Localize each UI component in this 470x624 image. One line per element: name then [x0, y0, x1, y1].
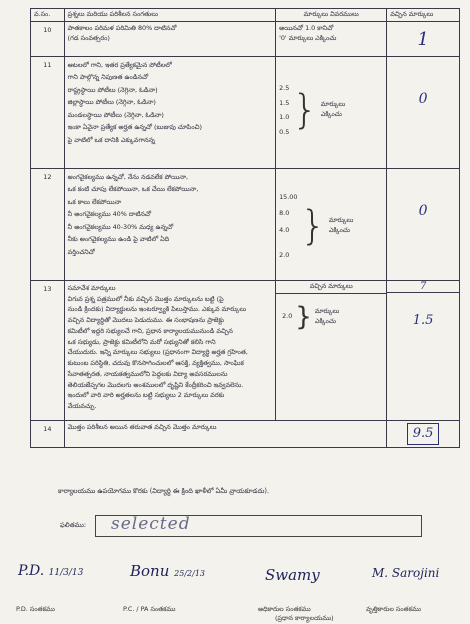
- table-header-row: [31, 9, 460, 22]
- awarded-mark: 0: [387, 168, 460, 280]
- brace-icon: }: [300, 203, 326, 250]
- header-marks-detail: మార్కులు వివరములు: [276, 9, 387, 22]
- row-criteria: మొత్తం పరిశీలన అయిన తరువాత వచ్చిన మొత్తం మార్కులు: [64, 420, 387, 447]
- table-row: [31, 168, 460, 280]
- result-label: ఫలితము:: [60, 521, 87, 529]
- signature-caption-member: వృత్తికారుల సంతకము: [366, 605, 421, 613]
- table-row: [31, 21, 460, 56]
- row-detail: అయినచో 1.0 కానిచో '0' మార్కులు ఎక్కించు: [276, 21, 387, 56]
- table-row: [31, 56, 460, 168]
- table-row: [31, 280, 460, 420]
- signature-caption-officer-2: (ప్రధాన కార్యాలయము): [275, 614, 334, 622]
- header-criteria: ప్రశ్నలు మరియు పరిశీలన సంగతులు: [64, 9, 275, 22]
- brace-icon: }: [295, 301, 312, 332]
- marks-table: [30, 8, 460, 448]
- signature-member: M. Sarojini: [372, 566, 440, 580]
- row-detail: వచ్చిన మార్కులు 2.0 } మార్కులు ఎక్కించు: [276, 280, 387, 420]
- table-row: [31, 420, 460, 447]
- criteria-title: సమావేశ మార్కులు: [67, 283, 116, 292]
- row-number: 10: [31, 21, 65, 56]
- header-awarded: వచ్చిన మార్కులు: [387, 9, 460, 22]
- row-detail: 2.5 1.5 1.0 0.5 } మార్కులు ఎక్కించు: [276, 56, 387, 168]
- row-number: 13: [31, 280, 65, 420]
- office-use-note: కార్యాలయము ఉపయోగము కొరకు (విద్యార్థి ఈ క్రింది ఖాళీలో ఏమీ వ్రాయకూడదు).: [58, 487, 270, 495]
- signature-caption-officer: అధికారుల సంతకము: [258, 605, 311, 613]
- signature-caption-pc: P.C. / PA సంతకము: [123, 605, 176, 613]
- header-sno: వ.సం.: [31, 9, 65, 22]
- row-criteria: పాతకాలం పరిమళ పరిమితి 80% దాటినచో (గడ సంవత్సరం): [64, 21, 275, 56]
- awarded-mark: 9.5: [387, 420, 460, 447]
- result-value: selected: [111, 514, 191, 534]
- brace-icon: }: [292, 87, 318, 134]
- signature-caption-pd: P.D. సంతకము: [16, 605, 55, 613]
- signature-pd: P.D. 11/3/13: [18, 563, 84, 579]
- awarded-mark: 1: [387, 21, 460, 56]
- row-number: 14: [31, 420, 65, 447]
- signature-pc: Bonu 25/2/13: [130, 562, 205, 580]
- row-detail: 15.00 8.0 4.0 2.0 } మార్కులు ఎక్కించు: [276, 168, 387, 280]
- row-number: 12: [31, 168, 65, 280]
- row-criteria: ఆటలలో గాని, ఇతర ప్రత్యేకమైన పోటీలలో గాని పాల్గొన్న నిపుణత ఉండినచో రాష్ట్రస్థాయి పోటీలు (నెగ్గినా, ఓడినా) జిల్లాస్థాయి పోటీలు (నెగ్గినా, ఓడినా) మండలస్థాయి పోటీలు (నెగ్గినా, ఓడినా) ఇంకా ఏవైనా ప్రత్యేక అర్హత ఉన్నచో (బుజువు చూపించి) పై వాటిలో ఒక దానికి ఎక్కువగానన్న: [64, 56, 275, 168]
- awarded-mark: 7 1.5: [387, 280, 460, 420]
- row-criteria: సమావేశ మార్కులు విగువ ప్రశ్న పత్రములో నీకు వచ్చిన మొత్తం మార్కులను బట్టి (పై నుండి క్రిందకు) విద్యార్థులను ఇంటర్వ్యూకి పిలుస్తాము. ఎక్కువ మార్కులు వచ్చిన విద్యార్థితో మొదలు పెడుదుము. ఈ సంభాషణను ప్రాజెక్టు కమిటీలో ఇద్దరి సభ్యులచే గాని, ప్రధాన కార్యాలయమునుండి వచ్చిన ఒక సభ్యుడు, ప్రాజెక్టు కమిటీలోని మరో సభ్యునితో కలిసి గాని చేయుదురు. ఇన్ని మార్కులు సభ్యులు (ప్రధానంగా విద్యార్థి అర్హత గ్రహింత, కుటుంబ పరిస్థితి, చదువు కొనసాగించులలో ఆసక్తి, వ్యక్తిత్వము, సాంఘిక సేవాతత్పరత, నాయకత్వములోని పెద్దలకు విద్యా అవసరములను తెలియజేప్పగల మొదలగు అంశములలో దృష్టిని కేంద్రీకరించి ఇవ్వవలెను. ఇందులో వారి వారి అర్హతలను బట్టి సభ్యులు 2 మార్కులు వరకు వేయవచ్చు.: [64, 280, 275, 420]
- awarded-mark: 0: [387, 56, 460, 168]
- row-criteria: అంగవైకల్యము ఉన్నచో, నేను నడవలేక పోయినా, ఒక కంటి చూపు లేకపోయినా, ఒక చేయి లేకపోయినా, ఒక కాలు లేకపోయినా నీ అంగవైకల్యము 40% దాటినచో నీ అంగవైకల్యము 40-30% మధ్య ఉన్నచో నీకు అంగవైకల్యము ఉండి పై వాటిలో ఏది వర్తించనిచో: [64, 168, 275, 280]
- row-number: 11: [31, 56, 65, 168]
- signature-officer: Swamy: [265, 566, 320, 584]
- result-field[interactable]: [95, 515, 422, 537]
